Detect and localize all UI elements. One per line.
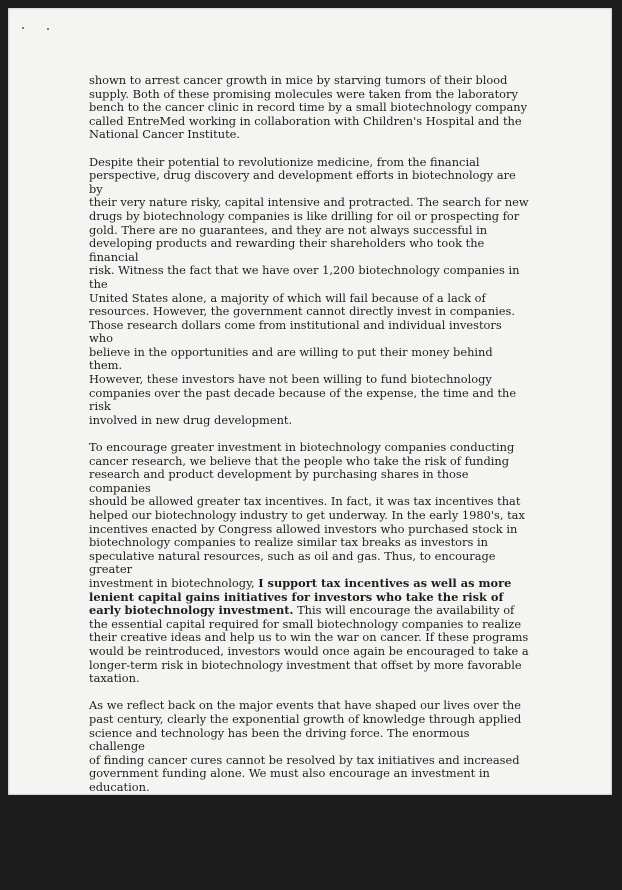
tax-incentives-bold-statement: I support tax incentives as well as more lenient capital gains initiatives for investors who take the risk of early biotechnology investment. xyxy=(89,575,512,618)
tax-incentives-lead-text: To encourage greater investment in biotechnology companies conducting cancer research, we believe that the people who take the risk of funding research and product development by purchasing shares in those companies should be allowed greater tax incentives. In fact, it was tax incentives that helped our biotechnology industry to get underway. In the early 1980's, tax incentives enacted by Congress allowed investors who purchased stock in biotechnology companies to realize similar tax breaks as investors in speculative natural resources, such as oil and gas. Thus, to encourage greater investment in biotechnology, xyxy=(89,440,525,590)
paragraph-discovery: By the very nature of the process of discovery, the timing of scientific breakthroughs is always unpredictable. But chance does favor a prepared mind. We want to prepare those minds by initiating the first new initiative to educate new scientists since Sputnik. You may recall that the launching of xyxy=(89,807,520,876)
paragraph-tax-incentives xyxy=(89,441,529,686)
paragraph-education: As we reflect back on the major events that have shaped our lives over the past century, clearly the exponential growth of knowledge through applied science and technology has been the driving force. The enormous challenge of finding cancer cures cannot be resolved by tax initiatives and increased government funding alone. We must also encourage an investment in education. xyxy=(89,698,522,794)
paragraph-tumor-molecules: shown to arrest cancer growth in mice by starving tumors of their blood supply. Both of these promising molecules were taken from the laboratory bench to the cancer clinic in record time by a small biotechnology company called EntreMed working in collaboration with Children's Hospital and the National Cancer Institute. xyxy=(89,73,528,142)
document-body xyxy=(89,74,529,890)
paragraph-financial-risk: Despite their potential to revolutionize medicine, from the financial perspective, drug discovery and development efforts in biotechnology are by their very nature risky, capital intensive and protracted. The search for new drugs by biotechnology companies is like drilling for oil or prospecting for gold. There are no guarantees, and they are not always successful in developing products and rewarding their shareholders who took the financial risk. Witness the fact that we have over 1,200 biotechnology companies in the United States alone, a majority of which will fail because of a lack of resources. However, the government cannot directly invest in companies. Those research dollars come from institutional and individual investors who believe in the opportunities and are willing to put their money behind them. However, these investors have not been willing to fund biotechnology companies over the past decade because of the expense, the time and the risk involved in new drug development. xyxy=(89,154,529,427)
scan-speck xyxy=(47,28,49,30)
scan-speck xyxy=(22,27,24,29)
tax-incentives-trailing-text: This will encourage the availability of the essential capital required for small biotechnology companies to realize their creative ideas and help us to win the war on cancer. If these programs would be reintroduced, investors would once again be encouraged to take a longer-term risk in biotechnology investment that offset by more favorable taxation. xyxy=(89,603,529,686)
